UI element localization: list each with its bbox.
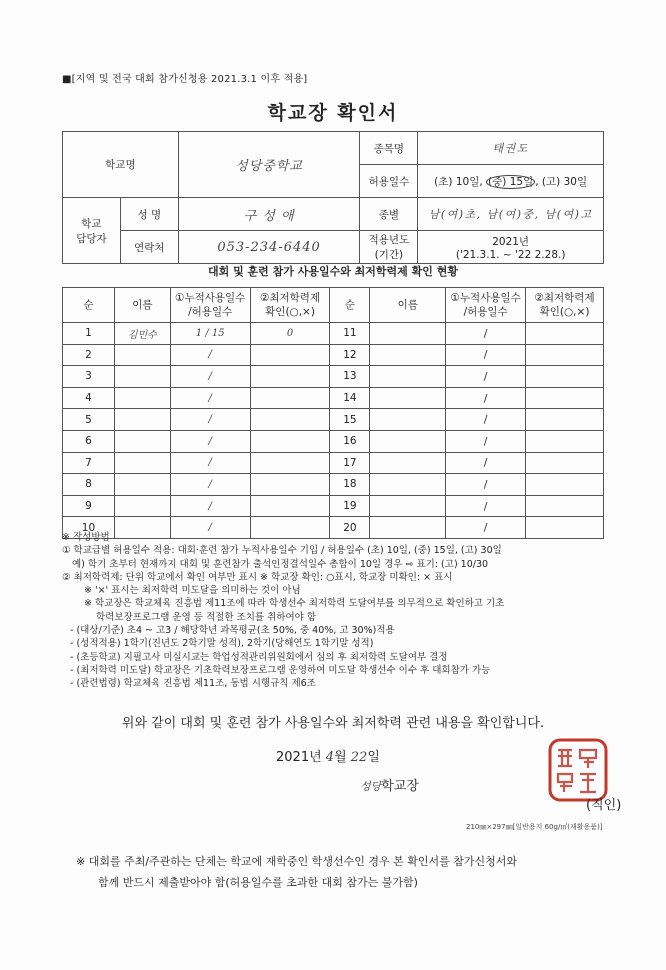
school-info-table bbox=[62, 131, 604, 264]
days-cell: / bbox=[170, 366, 250, 388]
check-cell bbox=[250, 409, 330, 431]
days-cell: / bbox=[170, 495, 250, 517]
note-line: - (초등학교) 지필고사 미실시교는 학업성적관리위원회에서 심의 후 최저학력 도달여부 결정 bbox=[70, 651, 448, 663]
category-value: 남(여)초, 남(여)중, 남(여)고 bbox=[418, 198, 604, 231]
check-cell bbox=[250, 474, 330, 496]
athlete-name bbox=[114, 452, 170, 474]
paper-spec: 210㎜×297㎜[일반용지 60g/㎡(재활용품)] bbox=[466, 823, 603, 831]
principal-signature-line bbox=[360, 775, 419, 794]
athlete-name bbox=[114, 344, 170, 366]
days-cell: / bbox=[170, 344, 250, 366]
note-line: ※ 작성방법 bbox=[62, 532, 110, 543]
sport-label: 종목명 bbox=[360, 132, 418, 165]
athlete-name bbox=[114, 366, 170, 388]
manager-label: 학교 담당자 bbox=[63, 198, 121, 264]
check-cell bbox=[526, 409, 604, 431]
school-name-label: 학교명 bbox=[63, 132, 179, 198]
athlete-name bbox=[370, 409, 446, 431]
check-cell bbox=[250, 387, 330, 409]
table-row bbox=[63, 409, 604, 431]
check-cell bbox=[526, 452, 604, 474]
check-cell bbox=[526, 474, 604, 496]
header-days-2: ①누적사용일수 /허용일수 bbox=[446, 288, 526, 323]
note-line: ② 최저학력제: 단위 학교에서 확인 여부만 표시 ※ 학교장 확인: ○표시, 학교장 미확인: × 표시 bbox=[62, 571, 453, 583]
footer-note bbox=[76, 851, 636, 893]
days-cell: / bbox=[446, 409, 526, 431]
row-number: 2 bbox=[63, 344, 115, 366]
note-line: ① 학교급별 허용일수 적용: 대회·훈련 참가 누적사용일수 기입 / 허용일수 (초) 10일, (중) 15일, (고) 30일 bbox=[62, 545, 502, 557]
row-number: 8 bbox=[63, 474, 115, 496]
allowed-days-label: 허용일수 bbox=[360, 165, 418, 198]
note-line: - (성적적용) 1학기(진년도 2학기말 성적), 2학기(당해연도 1학기말 성적) bbox=[70, 638, 374, 650]
days-cell: / bbox=[446, 387, 526, 409]
row-number: 3 bbox=[63, 366, 115, 388]
table-row bbox=[63, 474, 604, 496]
row-number: 20 bbox=[330, 517, 370, 539]
allowed-days-value: (초) 10일, (중) 15일 , (고) 30일 bbox=[418, 165, 604, 198]
row-number: 15 bbox=[330, 409, 370, 431]
days-cell: / bbox=[170, 430, 250, 452]
footer-line: ※ 대회를 주최/주관하는 단체는 학교에 재학중인 학생선수인 경우 본 확인서를 참가신청서와 bbox=[76, 855, 518, 868]
athlete-name bbox=[114, 387, 170, 409]
days-cell: / bbox=[446, 344, 526, 366]
days-cell: / bbox=[446, 430, 526, 452]
table-header-row bbox=[63, 288, 604, 323]
athlete-name bbox=[370, 387, 446, 409]
note-line: - (관련법령) 학교체육 진흥법 제11조, 동법 시행규칙 제6조 bbox=[70, 678, 316, 690]
check-cell bbox=[250, 430, 330, 452]
athlete-table bbox=[62, 287, 604, 539]
note-line: ※ 학교장은 학교체육 진흥법 제11조에 따라 학생선수 최저학력 도달여부를 의무적으로 확인하고 기초 bbox=[84, 598, 505, 610]
table-row bbox=[63, 430, 604, 452]
days-cell: / bbox=[170, 387, 250, 409]
days-cell: / bbox=[446, 452, 526, 474]
header-name-2: 이름 bbox=[370, 288, 446, 323]
header-no: 순 bbox=[63, 288, 115, 323]
table-row bbox=[63, 387, 604, 409]
row-number: 14 bbox=[330, 387, 370, 409]
page-title: 학교장 확인서 bbox=[267, 102, 399, 124]
table-row bbox=[63, 344, 604, 366]
seal-label: (직인) bbox=[586, 798, 622, 813]
check-cell bbox=[250, 452, 330, 474]
note-line: - (대상/기준) 초4 ~ 고3 / 해당학년 과목평균(초 50%, 중 40%, 고 30%)적용 bbox=[70, 625, 395, 637]
signer-title: 학교장 bbox=[381, 779, 419, 794]
row-number: 18 bbox=[330, 474, 370, 496]
days-cell: / bbox=[446, 323, 526, 345]
days-cell: / bbox=[446, 474, 526, 496]
check-cell: 0 bbox=[250, 323, 330, 345]
row-number: 6 bbox=[63, 430, 115, 452]
header-no-2: 순 bbox=[330, 288, 370, 323]
days-cell: / bbox=[446, 495, 526, 517]
days-cell: / bbox=[170, 517, 250, 539]
days-cell: / bbox=[446, 366, 526, 388]
check-cell bbox=[526, 323, 604, 345]
header-min: ②최저학력제 확인(○,×) bbox=[250, 288, 330, 323]
row-number: 10 bbox=[63, 517, 115, 539]
table-row bbox=[63, 495, 604, 517]
check-cell bbox=[250, 366, 330, 388]
athlete-name bbox=[370, 452, 446, 474]
days-cell: / bbox=[170, 409, 250, 431]
row-number: 19 bbox=[330, 495, 370, 517]
athlete-name bbox=[114, 409, 170, 431]
row-number: 4 bbox=[63, 387, 115, 409]
row-number: 5 bbox=[63, 409, 115, 431]
header-name: 이름 bbox=[114, 288, 170, 323]
note-line: 예) 학기 초부터 현재까지 대회 및 훈련참가 출석인정결석일수 총합이 10일 경우 ⇨ 표기: (고) 10/30 bbox=[72, 558, 489, 570]
athlete-name bbox=[370, 474, 446, 496]
manager-name-value: 구 성 애 bbox=[178, 198, 360, 231]
check-cell bbox=[526, 495, 604, 517]
days-cell: / bbox=[170, 452, 250, 474]
header-min-2: ②최저학력제 확인(○,×) bbox=[526, 288, 604, 323]
allowed-high: (고) 30일 bbox=[541, 175, 588, 188]
row-number: 11 bbox=[330, 323, 370, 345]
table-row bbox=[63, 452, 604, 474]
contact-value: 053-234-6440 bbox=[178, 231, 360, 264]
category-label: 종별 bbox=[360, 198, 418, 231]
form-note: ■[지역 및 전국 대회 참가신청용 2021.3.1 이후 적용] bbox=[62, 74, 308, 85]
name-label: 성 명 bbox=[120, 198, 178, 231]
issue-date: 2021년 4월 22일 bbox=[276, 750, 380, 765]
note-line: ※ '×' 표시는 최저학력 미도달을 의미하는 것이 아님 bbox=[84, 585, 301, 597]
header-days: ①누적사용일수 /허용일수 bbox=[170, 288, 250, 323]
check-cell bbox=[526, 344, 604, 366]
allowed-middle-circled: (중) 15일 bbox=[488, 175, 534, 188]
period-label: 적용년도 (기간) bbox=[360, 231, 418, 264]
athlete-name bbox=[370, 323, 446, 345]
row-number: 16 bbox=[330, 430, 370, 452]
confirmation-text: 위와 같이 대회 및 훈련 참가 사용일수와 최저학력 관련 내용을 확인합니다. bbox=[121, 716, 545, 731]
signer-school-handwritten: 성당 bbox=[360, 780, 382, 793]
row-number: 9 bbox=[63, 495, 115, 517]
allowed-elem: (초) 10일 bbox=[434, 175, 480, 188]
section-subtitle: 대회 및 훈련 참가 사용일수와 최저학력제 확인 현황 bbox=[208, 265, 458, 278]
days-cell: 1 / 15 bbox=[170, 323, 250, 345]
check-cell bbox=[526, 366, 604, 388]
school-name-value: 성당중학교 bbox=[178, 132, 360, 198]
contact-label: 연락처 bbox=[120, 231, 178, 264]
sport-value: 태권도 bbox=[418, 132, 604, 165]
period-value: 2021년 ('21.3.1. ~ '22 2.28.) bbox=[418, 231, 604, 264]
note-line: - (최저학력 미도달) 학교장은 기초학력보장프로그램 운영하여 미도달 학생선수 이수 후 대회참가 가능 bbox=[70, 664, 491, 676]
athlete-name bbox=[114, 474, 170, 496]
table-row bbox=[63, 366, 604, 388]
row-number: 7 bbox=[63, 452, 115, 474]
days-cell: / bbox=[170, 474, 250, 496]
notes-section bbox=[62, 531, 622, 691]
note-line: 학력보장프로그램 운영 등 적절한 조치를 취하여야 함 bbox=[96, 611, 317, 623]
check-cell bbox=[526, 387, 604, 409]
athlete-name bbox=[114, 430, 170, 452]
table-row bbox=[63, 323, 604, 345]
athlete-name bbox=[370, 430, 446, 452]
official-seal-icon bbox=[548, 738, 608, 802]
athlete-name bbox=[114, 495, 170, 517]
athlete-name bbox=[370, 495, 446, 517]
row-number: 1 bbox=[63, 323, 115, 345]
check-cell bbox=[250, 344, 330, 366]
footer-line: 함께 반드시 제출받아야 함(허용일수를 초과한 대회 참가는 불가함) bbox=[98, 876, 418, 889]
row-number: 13 bbox=[330, 366, 370, 388]
row-number: 17 bbox=[330, 452, 370, 474]
days-cell: / bbox=[446, 517, 526, 539]
check-cell bbox=[526, 430, 604, 452]
athlete-name bbox=[370, 366, 446, 388]
athlete-name bbox=[370, 344, 446, 366]
row-number: 12 bbox=[330, 344, 370, 366]
athlete-name: 김민수 bbox=[114, 323, 170, 345]
check-cell bbox=[250, 495, 330, 517]
